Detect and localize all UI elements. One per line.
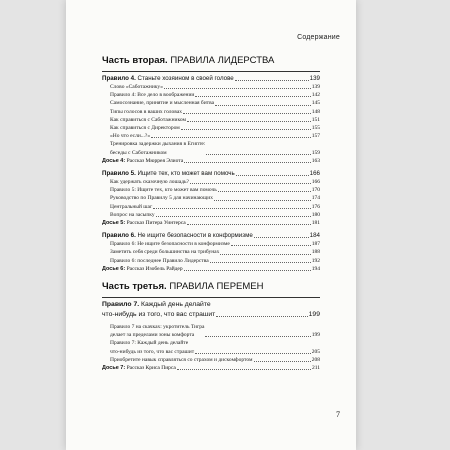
toc-entry-tag: Правило 7. xyxy=(102,301,140,309)
toc-entry-label xyxy=(102,169,235,178)
dot-leader xyxy=(151,137,311,138)
toc-entry-text: Рассказ Изобель Райдер xyxy=(126,265,183,272)
toc-entry-chapter[interactable] xyxy=(102,169,320,178)
toc-entry-label xyxy=(110,124,180,132)
toc-entry-page: 163 xyxy=(311,157,320,164)
dot-leader xyxy=(190,183,311,184)
toc-entry-text: Как справиться с Директором xyxy=(110,125,180,132)
dot-leader xyxy=(206,154,310,155)
part-name: ПРАВИЛА ЛИДЕРСТВА xyxy=(170,55,275,66)
toc-entry-sub[interactable] xyxy=(102,124,320,132)
dot-leader xyxy=(183,113,311,114)
toc-entry-sub[interactable] xyxy=(102,116,320,124)
toc-entry-label xyxy=(110,248,219,256)
page-number: 7 xyxy=(336,410,340,419)
toc-entry-text: «Но что если...?» xyxy=(110,133,151,140)
toc-entry-dossier[interactable] xyxy=(102,364,320,372)
toc-entry-page: 159 xyxy=(311,149,320,156)
toc-entry-dossier[interactable] xyxy=(102,157,320,165)
dot-leader xyxy=(218,191,311,192)
toc-entry-tag: Правило 4. xyxy=(102,75,136,82)
toc-entry-page: 155 xyxy=(311,125,320,132)
toc-entry-page: 139 xyxy=(311,84,320,90)
toc-entry-label xyxy=(110,140,205,156)
toc-entry-label xyxy=(110,240,230,248)
dot-leader xyxy=(187,224,311,225)
toc-entry-page: 148 xyxy=(311,108,320,115)
toc-entry-label xyxy=(110,356,253,364)
part-prefix: Часть третья. xyxy=(102,281,167,293)
toc-entry-page: 211 xyxy=(311,365,320,372)
toc-entry-page: 194 xyxy=(311,265,320,272)
dot-leader xyxy=(187,121,311,122)
toc-entry-page: 208 xyxy=(311,356,320,363)
part-title xyxy=(102,281,320,298)
toc-entry-chapter[interactable] xyxy=(102,231,320,240)
toc-entry-label xyxy=(110,339,194,355)
toc-entry-label xyxy=(110,99,214,107)
toc-entry-page: 139 xyxy=(309,75,320,82)
toc-entry-text: Слово «Саботажнику» xyxy=(110,84,164,90)
toc-entry-label xyxy=(110,83,163,91)
dot-leader xyxy=(177,369,311,370)
dot-leader xyxy=(236,175,309,176)
toc-entry-text: Правило 6: последнее Правило Лидерства xyxy=(110,257,209,264)
toc-entry-page: 188 xyxy=(311,249,320,256)
toc-entry-label xyxy=(110,186,217,194)
dot-leader xyxy=(216,316,307,317)
toc-entry-sub[interactable] xyxy=(102,211,320,219)
part-rule xyxy=(102,70,320,72)
toc-entry-label xyxy=(110,132,150,140)
toc-entry-page: 157 xyxy=(311,133,320,140)
toc-entry-tag: Правило 6. xyxy=(102,232,136,240)
toc-entry-sub[interactable] xyxy=(102,132,320,140)
toc-entry-label xyxy=(110,211,155,219)
toc-entry-label xyxy=(110,323,204,339)
toc-entry-text: Правило 5: Ищите тех, кто может вам помочь xyxy=(110,187,217,194)
toc-entry-sub[interactable] xyxy=(102,83,320,91)
toc-entry-dossier[interactable] xyxy=(102,265,320,273)
toc-entry-tag: Правило 5. xyxy=(102,170,136,178)
toc-entry-sub[interactable] xyxy=(102,248,320,256)
toc-entry-page: 184 xyxy=(309,232,320,240)
toc-entry-label xyxy=(110,194,213,202)
part-rule xyxy=(102,296,320,298)
dot-leader xyxy=(164,88,311,89)
toc-entry-sub[interactable] xyxy=(102,178,320,186)
toc-entry-text: Заметить себя среди большинства на трибунах xyxy=(110,249,220,256)
toc-entry-text: Не ищите безопасности в конформизме xyxy=(137,232,253,240)
toc-entry-text: Ищите тех, кто может вам помочь xyxy=(137,170,235,178)
toc-entry-text: Правило 6: Не ищите безопасности в конформизме xyxy=(110,241,230,248)
toc-entry-label xyxy=(102,231,253,240)
toc-entry-label xyxy=(102,74,234,83)
toc-entry-page: 142 xyxy=(311,92,320,99)
running-head: Содержание xyxy=(297,34,340,41)
part-title xyxy=(102,55,320,72)
toc-entry-tag: Досье 4: xyxy=(102,157,126,164)
toc-entry-text: Станьте хозяином в своей голове xyxy=(137,75,234,82)
toc-entry-sub[interactable] xyxy=(102,323,320,339)
dot-leader xyxy=(195,353,311,354)
toc-entry-text: Каждый день делайте что-нибудь из того, что вас страшит xyxy=(102,301,216,318)
dot-leader xyxy=(235,80,309,81)
part-name: ПРАВИЛА ПЕРЕМЕН xyxy=(169,281,264,293)
dot-leader xyxy=(156,216,311,217)
toc-part xyxy=(102,281,320,372)
toc-entry-sub[interactable] xyxy=(102,108,320,116)
toc-entry-text: Правило 7 на скачках: укротитель Тигра делает за пределами зоны комфорта xyxy=(110,324,205,339)
toc-entry-page: 199 xyxy=(311,332,320,339)
toc-entry-page: 205 xyxy=(311,348,320,355)
toc-entry-page: 181 xyxy=(311,220,320,227)
toc-entry-text: Рассказ Криса Пирса xyxy=(126,365,176,372)
dot-leader xyxy=(254,361,311,362)
toc-entry-page: 166 xyxy=(311,179,320,186)
toc-entry-label xyxy=(110,91,194,99)
dot-leader xyxy=(184,162,311,163)
toc-entry-tag: Досье 7: xyxy=(102,365,126,372)
dot-leader xyxy=(195,96,310,97)
toc-entry-tag: Досье 5: xyxy=(102,220,126,227)
dot-leader xyxy=(215,105,311,106)
toc-entry-sub[interactable] xyxy=(102,140,320,156)
toc-entry-sub[interactable] xyxy=(102,240,320,248)
toc-entry-page: 170 xyxy=(311,187,320,194)
dot-leader xyxy=(254,237,309,238)
toc-entry-chapter[interactable] xyxy=(102,300,320,319)
toc-entry-page: 145 xyxy=(311,100,320,107)
toc-entry-label xyxy=(110,108,182,116)
dot-leader xyxy=(153,208,311,209)
toc-entry-text: Рассказ Мюррея Элиота xyxy=(126,157,184,164)
table-of-contents xyxy=(102,55,320,380)
toc-entry-sub[interactable] xyxy=(102,257,320,265)
part-prefix: Часть вторая. xyxy=(102,55,168,66)
toc-entry-text: Рассказ Питера Уинтерса xyxy=(126,220,186,227)
toc-entry-label xyxy=(110,257,209,265)
toc-entry-page: 176 xyxy=(311,203,320,210)
toc-entry-sub[interactable] xyxy=(102,91,320,99)
toc-entry-page: 187 xyxy=(311,241,320,248)
toc-entry-sub[interactable] xyxy=(102,186,320,194)
toc-entry-text: Самосознание, принятие и мысленная битва xyxy=(110,100,215,107)
toc-entry-text: Центральный шаг xyxy=(110,203,153,210)
toc-entry-text: Типы голосов в ваших головах xyxy=(110,108,183,115)
toc-entry-label xyxy=(102,364,176,372)
dot-leader xyxy=(205,336,310,337)
toc-entry-sub[interactable] xyxy=(102,99,320,107)
toc-entry-sub[interactable] xyxy=(102,356,320,364)
toc-entry-text: Руководство по Правилу 5 для начинающих xyxy=(110,195,213,202)
toc-entry-tag: Досье 6: xyxy=(102,265,126,272)
toc-entry-page: 151 xyxy=(311,116,320,123)
toc-part xyxy=(102,55,320,273)
toc-entry-label xyxy=(102,157,183,165)
toc-entry-dossier[interactable] xyxy=(102,219,320,227)
toc-entry-text: Приобретите навык справляться со страхом и дискомфортом xyxy=(110,356,253,363)
dot-leader xyxy=(210,262,311,263)
toc-entry-text: Вопрос на засыпку xyxy=(110,211,155,218)
toc-entry-page: 199 xyxy=(308,310,320,318)
dot-leader xyxy=(214,200,311,201)
toc-entry-page: 180 xyxy=(311,211,320,218)
toc-entry-sub[interactable] xyxy=(102,203,320,211)
toc-entry-text: Правило 4: Все дело в воображении xyxy=(110,92,195,99)
dot-leader xyxy=(220,254,310,255)
toc-entry-sub[interactable] xyxy=(102,339,320,355)
toc-entry-text: Правило 7: Каждый день делайте что-нибудь из того, что вас страшит xyxy=(110,340,195,355)
toc-entry-label xyxy=(102,219,186,227)
toc-entry-label xyxy=(102,300,215,319)
toc-entry-sub[interactable] xyxy=(102,194,320,202)
book-page xyxy=(66,0,356,450)
toc-entry-chapter[interactable] xyxy=(102,74,320,83)
toc-entry-text: Как справиться с Саботажником xyxy=(110,116,186,123)
dot-leader xyxy=(231,245,311,246)
toc-entry-page: 174 xyxy=(311,195,320,202)
toc-entry-page: 192 xyxy=(311,257,320,264)
toc-entry-text: Как удержать сказочную лошадь? xyxy=(110,179,189,186)
dot-leader xyxy=(184,270,311,271)
toc-entry-text: Тренировка задержки дыхания в Египте: беседы с Саботажником xyxy=(110,141,206,156)
toc-entry-page: 166 xyxy=(309,170,320,178)
toc-entry-label xyxy=(110,203,152,211)
dot-leader xyxy=(181,129,311,130)
toc-entry-label xyxy=(110,116,186,124)
toc-entry-label xyxy=(110,178,189,186)
toc-entry-label xyxy=(102,265,183,273)
